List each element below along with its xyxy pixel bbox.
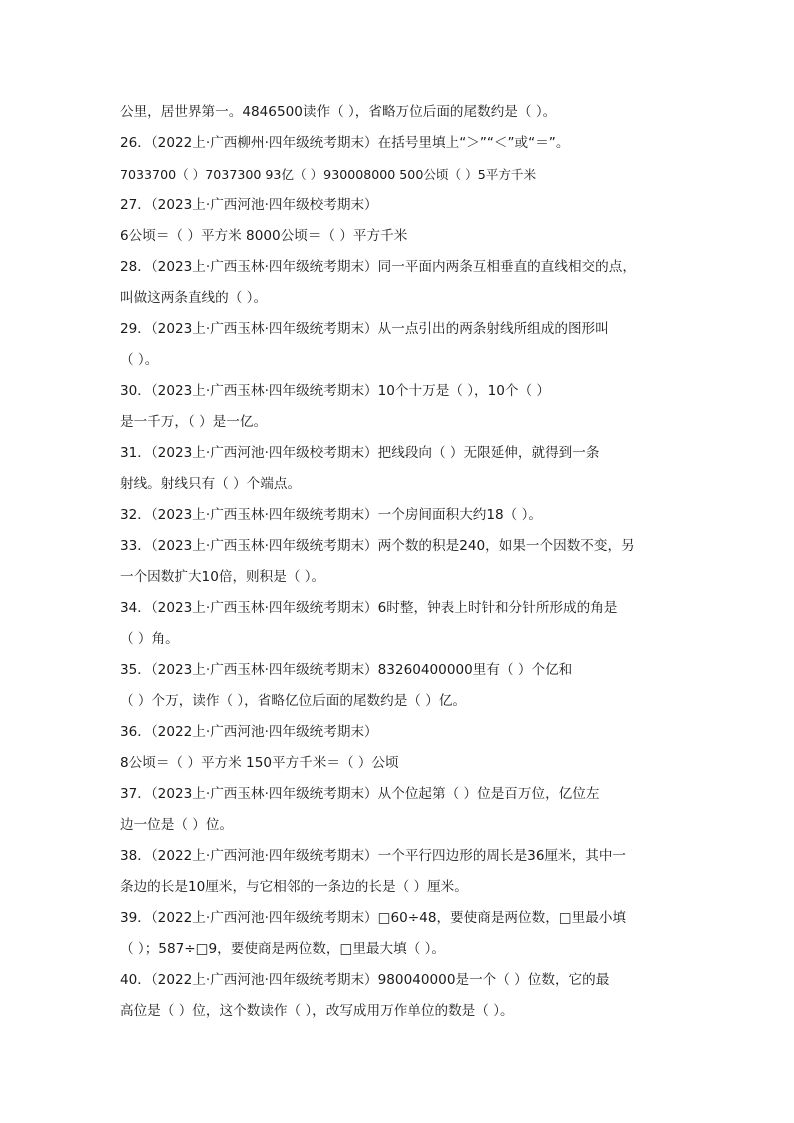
- question-38: 38．（2022上·广西河池·四年级统考期末）一个平行四边形的周长是36厘米，其中一: [120, 848, 627, 864]
- text-line: 公里，居世界第一。4846500读作（ ），省略万位后面的尾数约是（ ）。: [120, 104, 557, 120]
- text-line: 条边的长是10厘米，与它相邻的一条边的长是（ ）厘米。: [120, 879, 468, 895]
- text-line: （ ）角。: [120, 631, 179, 647]
- question-35: 35．（2023上·广西玉林·四年级统考期末）83260400000里有（ ）个亿和: [120, 662, 573, 678]
- text-line: （ ）。: [120, 352, 159, 368]
- question-36: 36．（2022上·广西河池·四年级统考期末）: [120, 724, 378, 740]
- question-29: 29．（2023上·广西玉林·四年级统考期末）从一点引出的两条射线所组成的图形叫: [120, 321, 609, 337]
- question-33: 33．（2023上·广西玉林·四年级统考期末）两个数的积是240，如果一个因数不变，另: [120, 538, 635, 554]
- text-line: 射线。射线只有（ ）个端点。: [120, 476, 302, 492]
- text-line: 7033700（ ）7037300 93亿（ ）930008000 500公顷（ ）5平方千米: [120, 167, 537, 182]
- text-line: 6公顷＝（ ）平方米 8000公顷＝（ ）平方千米: [120, 228, 408, 244]
- question-27: 27．（2023上·广西河池·四年级校考期末）: [120, 197, 378, 213]
- question-40: 40．（2022上·广西河池·四年级统考期末）980040000是一个（ ）位数，它的最: [120, 972, 610, 988]
- question-26: 26．（2022上·广西柳州·四年级统考期末）在括号里填上“＞”“＜”或“＝”。: [120, 135, 570, 151]
- question-32: 32．（2023上·广西玉林·四年级统考期末）一个房间面积大约18（ ）。: [120, 507, 542, 523]
- text-line: （ ）个万，读作（ ），省略亿位后面的尾数约是（ ）亿。: [120, 693, 467, 709]
- text-line: 是一千万，（ ）是一亿。: [120, 414, 268, 430]
- question-39: 39．（2022上·广西河池·四年级统考期末）□60÷48，要使商是两位数，□里最小填: [120, 910, 627, 926]
- text-line: 8公顷＝（ ）平方米 150平方千米＝（ ）公顷: [120, 755, 399, 771]
- question-34: 34．（2023上·广西玉林·四年级统考期末）6时整，钟表上时针和分针所形成的角是: [120, 600, 618, 616]
- worksheet-page: [120, 97, 680, 1027]
- question-31: 31．（2023上·广西河池·四年级校考期末）把线段向（ ）无限延伸，就得到一条: [120, 445, 600, 461]
- question-28: 28．（2023上·广西玉林·四年级统考期末）同一平面内两条互相垂直的直线相交的点，: [120, 259, 636, 275]
- question-37: 37．（2023上·广西玉林·四年级统考期末）从个位起第（ ）位是百万位，亿位左: [120, 786, 600, 802]
- text-line: 边一位是（ ）位。: [120, 817, 234, 833]
- text-line: 一个因数扩大10倍，则积是（ ）。: [120, 569, 326, 585]
- question-30: 30．（2023上·广西玉林·四年级统考期末）10个十万是（ ），10个（ ）: [120, 383, 551, 399]
- text-line: （ ）；587÷□9，要使商是两位数，□里最大填（ ）。: [120, 941, 445, 957]
- text-line: 高位是（ ）位，这个数读作（ ），改写成用万作单位的数是（ ）。: [120, 1003, 514, 1019]
- text-line: 叫做这两条直线的（ ）。: [120, 290, 268, 306]
